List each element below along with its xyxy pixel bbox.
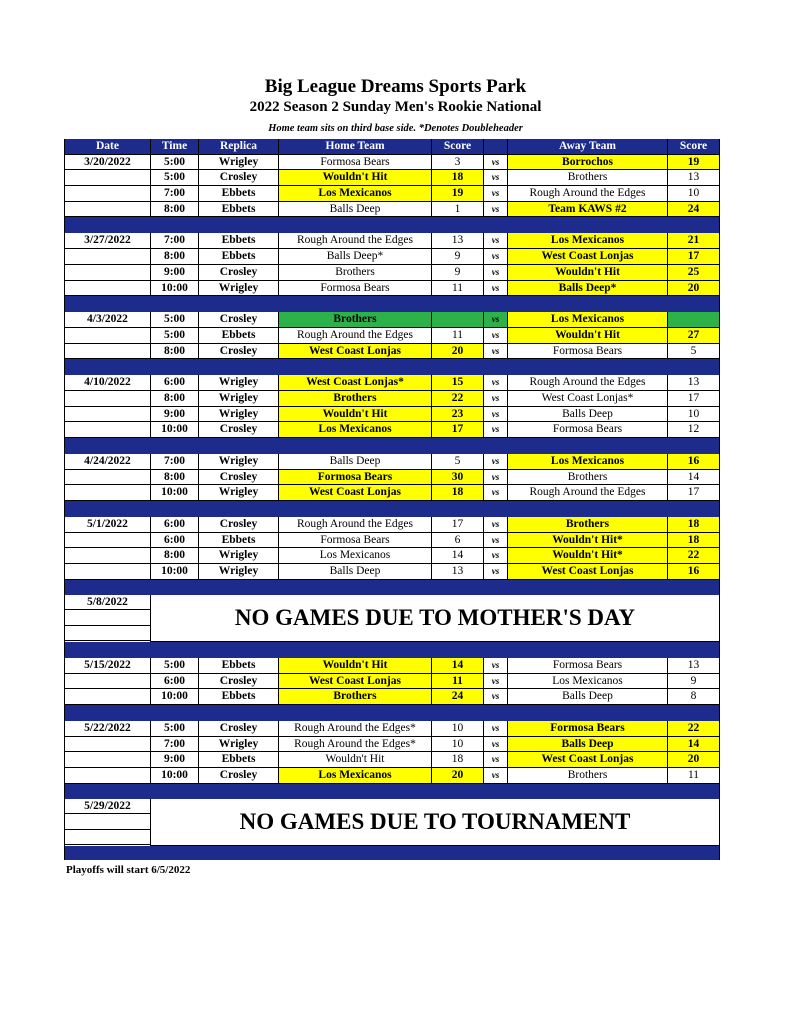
away-team-cell: Formosa Bears — [508, 658, 668, 674]
vs-cell: vs — [484, 281, 508, 297]
game-row — [64, 752, 720, 768]
date-cell: 4/10/2022 — [64, 375, 151, 391]
field-cell: Wrigley — [199, 485, 279, 501]
week-separator — [64, 296, 720, 312]
field-cell: Wrigley — [199, 375, 279, 391]
vs-cell: vs — [484, 233, 508, 249]
time-cell: 7:00 — [151, 186, 199, 202]
home-score-cell: 9 — [432, 265, 484, 281]
vs-cell: vs — [484, 689, 508, 705]
date-cell: 5/1/2022 — [64, 517, 151, 533]
away-score-cell: 9 — [668, 674, 720, 690]
game-row — [64, 391, 720, 407]
date-cell — [64, 202, 151, 218]
home-team-cell: West Coast Lonjas* — [279, 375, 432, 391]
away-team-cell: Balls Deep — [508, 407, 668, 423]
game-row — [64, 249, 720, 265]
home-score-cell: 19 — [432, 186, 484, 202]
home-score-cell: 6 — [432, 533, 484, 549]
field-cell: Crosley — [199, 422, 279, 438]
playoffs-note: Playoffs will start 6/5/2022 — [66, 864, 191, 876]
home-score-cell: 13 — [432, 233, 484, 249]
home-team-cell: Los Mexicanos — [279, 548, 432, 564]
away-team-cell: Balls Deep — [508, 737, 668, 753]
field-cell: Ebbets — [199, 533, 279, 549]
week-separator — [64, 217, 720, 233]
away-team-cell: Wouldn't Hit* — [508, 548, 668, 564]
away-score-cell: 17 — [668, 485, 720, 501]
week-separator — [64, 580, 720, 595]
game-row — [64, 155, 720, 171]
field-cell: Ebbets — [199, 249, 279, 265]
date-cell — [64, 533, 151, 549]
vs-cell: vs — [484, 564, 508, 580]
time-cell: 8:00 — [151, 202, 199, 218]
away-team-cell: Balls Deep — [508, 689, 668, 705]
date-cell: 3/20/2022 — [64, 155, 151, 171]
vs-cell: vs — [484, 768, 508, 784]
game-row — [64, 517, 720, 533]
home-score-cell: 1 — [432, 202, 484, 218]
game-row — [64, 548, 720, 564]
away-score-cell: 18 — [668, 517, 720, 533]
time-cell: 5:00 — [151, 328, 199, 344]
field-cell: Wrigley — [199, 454, 279, 470]
away-team-cell: Formosa Bears — [508, 721, 668, 737]
date-cell — [64, 689, 151, 705]
away-score-cell: 19 — [668, 155, 720, 171]
field-cell: Ebbets — [199, 186, 279, 202]
vs-cell: vs — [484, 328, 508, 344]
home-score-cell: 5 — [432, 454, 484, 470]
date-cell: 3/27/2022 — [64, 233, 151, 249]
game-row — [64, 407, 720, 423]
home-team-cell: West Coast Lonjas — [279, 485, 432, 501]
date-cell — [64, 674, 151, 690]
away-score-cell: 16 — [668, 564, 720, 580]
home-team-cell: Rough Around the Edges — [279, 233, 432, 249]
row-line — [65, 844, 150, 845]
field-cell: Wrigley — [199, 407, 279, 423]
time-cell: 10:00 — [151, 422, 199, 438]
row-line — [65, 813, 150, 814]
away-team-cell: Los Mexicanos — [508, 454, 668, 470]
field-cell: Wrigley — [199, 737, 279, 753]
away-team-cell: West Coast Lonjas — [508, 564, 668, 580]
field-cell: Ebbets — [199, 202, 279, 218]
vs-cell: vs — [484, 265, 508, 281]
field-cell: Ebbets — [199, 233, 279, 249]
home-team-cell: Brothers — [279, 689, 432, 705]
schedule-table — [64, 139, 720, 860]
game-row — [64, 202, 720, 218]
home-score-cell — [432, 312, 484, 328]
field-cell: Crosley — [199, 470, 279, 486]
time-cell: 7:00 — [151, 233, 199, 249]
row-line — [65, 640, 150, 641]
away-team-cell: Formosa Bears — [508, 344, 668, 360]
week-separator — [64, 642, 720, 658]
home-score-cell: 11 — [432, 281, 484, 297]
home-score-cell: 3 — [432, 155, 484, 171]
home-team-cell: Rough Around the Edges — [279, 517, 432, 533]
home-score-cell: 22 — [432, 391, 484, 407]
time-cell: 6:00 — [151, 517, 199, 533]
away-team-cell: Wouldn't Hit — [508, 328, 668, 344]
game-row — [64, 170, 720, 186]
row-line — [65, 609, 150, 610]
field-cell: Wrigley — [199, 281, 279, 297]
vs-cell: vs — [484, 422, 508, 438]
home-score-cell: 15 — [432, 375, 484, 391]
game-row — [64, 658, 720, 674]
home-score-cell: 23 — [432, 407, 484, 423]
home-team-cell: West Coast Lonjas — [279, 674, 432, 690]
vs-cell: vs — [484, 752, 508, 768]
home-team-cell: Wouldn't Hit — [279, 170, 432, 186]
game-row — [64, 768, 720, 784]
game-row — [64, 281, 720, 297]
time-cell: 6:00 — [151, 375, 199, 391]
date-cell — [64, 768, 151, 784]
away-score-cell: 13 — [668, 170, 720, 186]
home-score-cell: 18 — [432, 485, 484, 501]
column-header — [484, 139, 508, 155]
time-cell: 5:00 — [151, 312, 199, 328]
away-score-cell: 20 — [668, 281, 720, 297]
column-header: Date — [64, 139, 151, 155]
vs-cell: vs — [484, 344, 508, 360]
no-games-block — [64, 799, 720, 846]
vs-cell: vs — [484, 170, 508, 186]
away-score-cell: 22 — [668, 548, 720, 564]
away-team-cell: West Coast Lonjas — [508, 249, 668, 265]
away-team-cell: Borrochos — [508, 155, 668, 171]
column-header: Score — [432, 139, 484, 155]
home-team-cell: Balls Deep — [279, 564, 432, 580]
away-score-cell: 12 — [668, 422, 720, 438]
home-score-cell: 18 — [432, 170, 484, 186]
field-cell: Crosley — [199, 312, 279, 328]
date-cell: 5/8/2022 — [87, 595, 128, 608]
home-team-cell: Wouldn't Hit — [279, 658, 432, 674]
date-cell — [64, 281, 151, 297]
time-cell: 8:00 — [151, 548, 199, 564]
home-score-cell: 10 — [432, 721, 484, 737]
home-team-cell: Brothers — [279, 265, 432, 281]
away-score-cell: 8 — [668, 689, 720, 705]
vs-cell: vs — [484, 375, 508, 391]
away-score-cell: 14 — [668, 737, 720, 753]
date-cell — [64, 752, 151, 768]
time-cell: 5:00 — [151, 658, 199, 674]
vs-cell: vs — [484, 391, 508, 407]
date-cell — [64, 170, 151, 186]
away-team-cell: West Coast Lonjas* — [508, 391, 668, 407]
field-cell: Crosley — [199, 344, 279, 360]
away-score-cell: 17 — [668, 391, 720, 407]
home-team-cell: Balls Deep — [279, 202, 432, 218]
vs-cell: vs — [484, 155, 508, 171]
away-score-cell: 13 — [668, 375, 720, 391]
column-header: Home Team — [279, 139, 432, 155]
no-games-block — [64, 595, 720, 642]
game-row — [64, 186, 720, 202]
vs-cell: vs — [484, 658, 508, 674]
game-row — [64, 312, 720, 328]
away-team-cell: Brothers — [508, 170, 668, 186]
time-cell: 10:00 — [151, 281, 199, 297]
away-team-cell: Los Mexicanos — [508, 312, 668, 328]
table-bottom-bar — [64, 846, 720, 860]
date-cell — [64, 422, 151, 438]
date-cell: 4/3/2022 — [64, 312, 151, 328]
time-cell: 8:00 — [151, 391, 199, 407]
home-team-cell: Wouldn't Hit — [279, 752, 432, 768]
date-cell: 5/29/2022 — [84, 799, 131, 812]
vs-cell: vs — [484, 407, 508, 423]
home-team-cell: Rough Around the Edges — [279, 328, 432, 344]
time-cell: 9:00 — [151, 407, 199, 423]
date-cell — [64, 407, 151, 423]
no-games-message: NO GAMES DUE TO TOURNAMENT — [151, 799, 720, 846]
field-cell: Crosley — [199, 721, 279, 737]
away-team-cell: Wouldn't Hit — [508, 265, 668, 281]
vs-cell: vs — [484, 454, 508, 470]
home-score-cell: 20 — [432, 768, 484, 784]
date-cell: 4/24/2022 — [64, 454, 151, 470]
home-team-cell: Formosa Bears — [279, 533, 432, 549]
row-line — [65, 625, 150, 626]
home-score-cell: 18 — [432, 752, 484, 768]
vs-cell: vs — [484, 548, 508, 564]
field-cell: Crosley — [199, 517, 279, 533]
game-row — [64, 721, 720, 737]
time-cell: 8:00 — [151, 470, 199, 486]
date-cell — [64, 470, 151, 486]
field-cell: Wrigley — [199, 564, 279, 580]
home-score-cell: 17 — [432, 517, 484, 533]
date-cell — [64, 485, 151, 501]
game-row — [64, 533, 720, 549]
time-cell: 5:00 — [151, 721, 199, 737]
game-row — [64, 454, 720, 470]
home-score-cell: 13 — [432, 564, 484, 580]
field-cell: Wrigley — [199, 548, 279, 564]
away-score-cell: 20 — [668, 752, 720, 768]
week-separator — [64, 784, 720, 799]
date-cell: 5/15/2022 — [64, 658, 151, 674]
game-row — [64, 564, 720, 580]
away-team-cell: Balls Deep* — [508, 281, 668, 297]
away-score-cell: 27 — [668, 328, 720, 344]
away-team-cell: West Coast Lonjas — [508, 752, 668, 768]
home-score-cell: 17 — [432, 422, 484, 438]
page-subtitle: 2022 Season 2 Sunday Men's Rookie National — [249, 99, 542, 115]
column-header: Away Team — [508, 139, 668, 155]
home-team-cell: Formosa Bears — [279, 281, 432, 297]
away-team-cell: Rough Around the Edges — [508, 485, 668, 501]
home-team-cell: Los Mexicanos — [279, 768, 432, 784]
home-team-cell: Brothers — [279, 391, 432, 407]
away-score-cell: 17 — [668, 249, 720, 265]
away-team-cell: Brothers — [508, 768, 668, 784]
week-separator — [64, 705, 720, 721]
game-row — [64, 375, 720, 391]
field-cell: Wrigley — [199, 391, 279, 407]
vs-cell: vs — [484, 186, 508, 202]
row-line — [65, 829, 150, 830]
away-score-cell: 18 — [668, 533, 720, 549]
vs-cell: vs — [484, 202, 508, 218]
home-team-cell: West Coast Lonjas — [279, 344, 432, 360]
away-team-cell: Los Mexicanos — [508, 233, 668, 249]
game-row — [64, 485, 720, 501]
home-score-cell: 14 — [432, 658, 484, 674]
game-row — [64, 689, 720, 705]
away-score-cell: 11 — [668, 768, 720, 784]
away-score-cell: 5 — [668, 344, 720, 360]
vs-cell: vs — [484, 737, 508, 753]
column-header: Time — [151, 139, 199, 155]
field-cell: Ebbets — [199, 328, 279, 344]
field-cell: Ebbets — [199, 752, 279, 768]
vs-cell: vs — [484, 470, 508, 486]
away-score-cell: 14 — [668, 470, 720, 486]
vs-cell: vs — [484, 485, 508, 501]
away-score-cell: 21 — [668, 233, 720, 249]
home-team-cell: Wouldn't Hit — [279, 407, 432, 423]
field-cell: Ebbets — [199, 689, 279, 705]
date-column — [64, 799, 151, 846]
home-score-cell: 20 — [432, 344, 484, 360]
time-cell: 5:00 — [151, 155, 199, 171]
no-games-message: NO GAMES DUE TO MOTHER'S DAY — [151, 595, 720, 642]
home-score-cell: 30 — [432, 470, 484, 486]
away-score-cell: 22 — [668, 721, 720, 737]
home-score-cell: 10 — [432, 737, 484, 753]
time-cell: 9:00 — [151, 752, 199, 768]
home-team-cell: Balls Deep — [279, 454, 432, 470]
vs-cell: vs — [484, 312, 508, 328]
away-score-cell: 10 — [668, 186, 720, 202]
away-team-cell: Brothers — [508, 470, 668, 486]
away-team-cell: Rough Around the Edges — [508, 186, 668, 202]
field-cell: Ebbets — [199, 658, 279, 674]
field-cell: Wrigley — [199, 155, 279, 171]
away-score-cell — [668, 312, 720, 328]
away-score-cell: 25 — [668, 265, 720, 281]
home-score-cell: 24 — [432, 689, 484, 705]
away-team-cell: Los Mexicanos — [508, 674, 668, 690]
game-row — [64, 674, 720, 690]
date-cell — [64, 548, 151, 564]
home-score-cell: 11 — [432, 328, 484, 344]
time-cell: 10:00 — [151, 564, 199, 580]
time-cell: 8:00 — [151, 344, 199, 360]
field-cell: Crosley — [199, 265, 279, 281]
week-separator — [64, 501, 720, 517]
away-score-cell: 10 — [668, 407, 720, 423]
date-cell — [64, 265, 151, 281]
week-separator — [64, 359, 720, 375]
game-row — [64, 737, 720, 753]
game-row — [64, 470, 720, 486]
date-cell — [64, 737, 151, 753]
home-team-cell: Brothers — [279, 312, 432, 328]
field-cell: Crosley — [199, 674, 279, 690]
home-team-cell: Balls Deep* — [279, 249, 432, 265]
vs-cell: vs — [484, 249, 508, 265]
home-score-cell: 11 — [432, 674, 484, 690]
away-team-cell: Team KAWS #2 — [508, 202, 668, 218]
page-title: Big League Dreams Sports Park — [264, 76, 527, 97]
vs-cell: vs — [484, 721, 508, 737]
time-cell: 6:00 — [151, 533, 199, 549]
vs-cell: vs — [484, 517, 508, 533]
time-cell: 7:00 — [151, 454, 199, 470]
date-cell — [64, 328, 151, 344]
home-team-cell: Los Mexicanos — [279, 186, 432, 202]
time-cell: 9:00 — [151, 265, 199, 281]
field-cell: Crosley — [199, 768, 279, 784]
home-team-cell: Rough Around the Edges* — [279, 737, 432, 753]
header-row — [64, 139, 720, 155]
time-cell: 7:00 — [151, 737, 199, 753]
schedule-note: Home team sits on third base side. *Denotes Doubleheader — [268, 123, 523, 134]
home-team-cell: Formosa Bears — [279, 470, 432, 486]
away-team-cell: Wouldn't Hit* — [508, 533, 668, 549]
away-score-cell: 24 — [668, 202, 720, 218]
game-row — [64, 265, 720, 281]
away-team-cell: Formosa Bears — [508, 422, 668, 438]
game-row — [64, 233, 720, 249]
week-separator — [64, 438, 720, 454]
away-team-cell: Rough Around the Edges — [508, 375, 668, 391]
date-column — [64, 595, 151, 642]
date-cell — [64, 391, 151, 407]
column-header: Replica — [199, 139, 279, 155]
date-cell — [64, 564, 151, 580]
time-cell: 10:00 — [151, 768, 199, 784]
vs-cell: vs — [484, 533, 508, 549]
game-row — [64, 422, 720, 438]
field-cell: Crosley — [199, 170, 279, 186]
home-score-cell: 9 — [432, 249, 484, 265]
time-cell: 5:00 — [151, 170, 199, 186]
home-team-cell: Rough Around the Edges* — [279, 721, 432, 737]
game-row — [64, 328, 720, 344]
game-row — [64, 344, 720, 360]
vs-cell: vs — [484, 674, 508, 690]
away-score-cell: 16 — [668, 454, 720, 470]
home-team-cell: Los Mexicanos — [279, 422, 432, 438]
time-cell: 6:00 — [151, 674, 199, 690]
date-cell — [64, 186, 151, 202]
away-score-cell: 13 — [668, 658, 720, 674]
time-cell: 10:00 — [151, 689, 199, 705]
home-score-cell: 14 — [432, 548, 484, 564]
time-cell: 8:00 — [151, 249, 199, 265]
date-cell — [64, 344, 151, 360]
away-team-cell: Brothers — [508, 517, 668, 533]
date-cell — [64, 249, 151, 265]
column-header: Score — [668, 139, 720, 155]
time-cell: 10:00 — [151, 485, 199, 501]
date-cell: 5/22/2022 — [64, 721, 151, 737]
home-team-cell: Formosa Bears — [279, 155, 432, 171]
